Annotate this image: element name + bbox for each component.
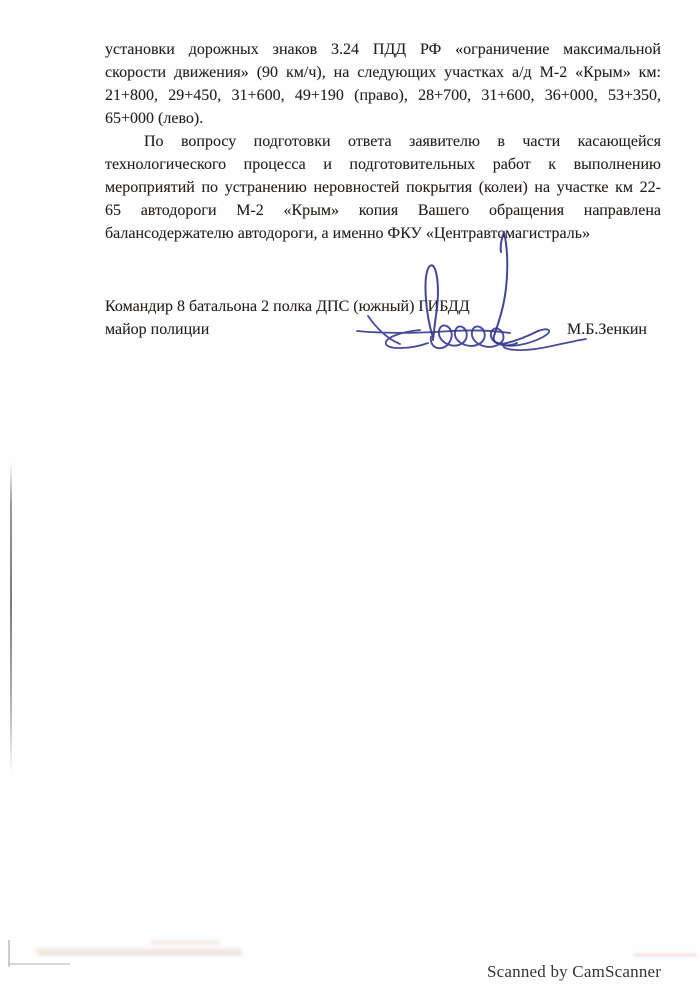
text-line: 65 автодороги М-2 «Крым» копия Вашего обращения направлена	[105, 202, 661, 219]
scan-corner-mark	[8, 963, 70, 965]
text-line: балансодержателю автодороги, а именно ФКУ «Центравтомагистраль»	[105, 225, 591, 242]
signatory-position-line: Командир 8 батальона 2 полка ДПС (южный) ГИБДД	[105, 298, 470, 315]
text-line: 65+000 (лево).	[105, 110, 204, 127]
text-line: установки дорожных знаков 3.24 ПДД РФ «ограничение максимальной	[105, 41, 661, 58]
text-line: скорости движения» (90 км/ч), на следующих участках а/д М-2 «Крым» км:	[105, 64, 661, 81]
signatory-name: М.Б.Зенкин	[567, 321, 647, 338]
scan-smudge	[633, 953, 697, 957]
camscanner-credit: Scanned by CamScanner	[487, 962, 662, 981]
body-text	[105, 38, 661, 245]
text-line: 21+800, 29+450, 31+600, 49+190 (право), 28+700, 31+600, 36+000, 53+350,	[105, 87, 661, 104]
signatory-rank: майор полиции	[105, 321, 210, 338]
text-line: технологического процесса и подготовительных работ к выполнению	[105, 156, 661, 173]
scan-smudge	[150, 940, 220, 945]
handwritten-signature-ink	[350, 225, 600, 365]
paragraph-1	[105, 38, 661, 130]
text-line: По вопросу подготовки ответа заявителю в части касающейся	[144, 133, 661, 150]
scan-edge-line	[10, 462, 12, 774]
text-line: мероприятий по устранению неровностей покрытия (колеи) на участке км 22-	[105, 179, 661, 196]
scan-smudge	[36, 948, 242, 956]
